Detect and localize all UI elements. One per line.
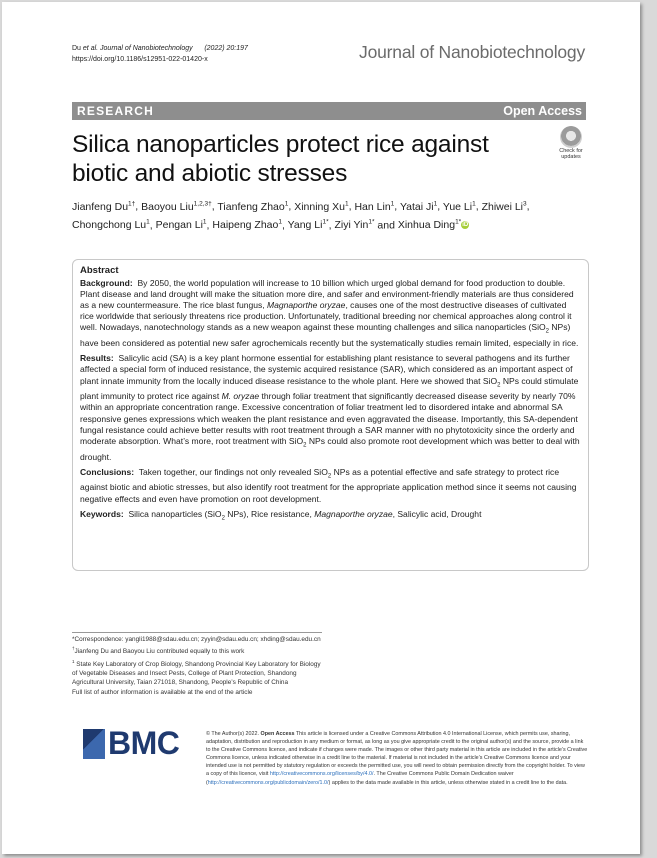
- article-type-label: RESEARCH: [77, 104, 154, 118]
- citation-journal: et al. Journal of Nanobiotechnology: [82, 45, 193, 52]
- footnote-divider: [72, 632, 322, 633]
- abstract-heading: Abstract: [80, 265, 119, 276]
- abstract-results: Results: Salicylic acid (SA) is a key plant hormone essential for establishing plant resistance to several pathogens and its further affected a special form of induced resistance, the systemic acquired resistance (SAR), which considered as an important aspect of plant innate immunity from the locally induced disease resistance to the whole plant. Here we showed that SiO$_2$ NPs could stimulate plant immunity to protect rice against M. oryzae through foliar treatment that significantly decreased disease severity by nearly 70% within an appropriate concentration range. Excessive concentration of foliar treatment led to disordered intake and abnormal SA responsive genes expressions which weaken the plant resistance and even aggravated the disease. Importantly, this SA-dependent fungal resistance could achieve better results with root treatment through a SAR manner with no phytotoxicity since the orderly and moderate absorption. What’s more, root treatment with SiO$_2$ NPs could also promote root development which was better to deal with drought.: [80, 353, 580, 462]
- author: Chongchong Lu$^1$: [72, 218, 150, 231]
- bmc-logo-text: BMC: [108, 725, 180, 761]
- author-info-note: Full list of author information is available at the end of the article: [72, 688, 253, 696]
- citation-line: [72, 43, 248, 54]
- doi-link[interactable]: https://doi.org/10.1186/s12951-022-01420-x: [72, 56, 208, 63]
- author: Xinhua Ding$^{1*}$: [397, 218, 462, 231]
- footnotes: [72, 635, 322, 697]
- equal-contribution-note: †Jianfeng Du and Baoyou Liu contributed equally to this work: [72, 646, 245, 656]
- author: Yue Li$^1$: [442, 200, 476, 213]
- citation-authors: Du: [72, 45, 83, 52]
- abstract-background: Background: By 2050, the world population will increase to 10 billion which urged global demand for food production to double. Plant disease and land drought will make the situation more dire, and safer and environment-friendly materials are thus considered as a new countermeasure. The rice blast fungus, Magnaporthe oryzae, causes one of the most destructive diseases of cultivated rice worldwide that seriously threatens rice production. Unfortunately, traditional breeding nor chemical approaches along control it well. Nowadays, nanotechnology stands as a new weapon against these mounting challenges and silica nanoparticles (SiO$_2$ NPs) have been considered as potential new safer agrochemicals recently but the systematically studies remain limited, especially in rice.: [80, 278, 579, 349]
- article-type-banner: [72, 102, 586, 120]
- check-updates-label: Check for updates: [559, 148, 583, 160]
- author: Yang $Li^{1*}$: [287, 218, 329, 231]
- abstract-keywords: Keywords: Silica nanoparticles (SiO$_2$ NPs), Rice resistance, Magnaporthe oryzae, Salicylic acid, Drought: [80, 508, 482, 522]
- author: Yatai Ji$^1$: [399, 200, 438, 213]
- public-domain-link[interactable]: http://creativecommons.org/publicdomain/zero/1.0/: [207, 779, 329, 786]
- affiliation-note: $^1$ State Key Laboratory of Crop Biology, Shandong Provincial Key Laboratory for Biology of Vegetable Diseases and Insect Pests, College of Plant Protection, Shandong Agricultural University, Taian 271018, Shandong, People’s Republic of China: [72, 658, 321, 687]
- orcid-icon[interactable]: iD: [462, 222, 469, 229]
- author: Ziyi Yin$^{1*}$: [334, 218, 375, 231]
- abstract-conclusions: Conclusions: Taken together, our findings not only revealed SiO$_2$ NPs as a potential effective and safe strategy to protect rice against biotic and abiotic stresses, but also identify root treatment for the appropriate application method since it seems not causing negative effects and even have promotion on root development.: [80, 466, 577, 504]
- open-access-label: Open Access: [503, 103, 582, 118]
- author: Pengan Li$^1$: [155, 218, 207, 231]
- author: Zhiwei Li$^3$: [481, 200, 527, 213]
- citation-year: (2022) 20:197: [204, 45, 248, 52]
- check-for-updates-button[interactable]: [556, 126, 586, 160]
- author: Haipeng Zhao$^1$: [212, 218, 282, 231]
- author: Han Lin$^1$: [354, 200, 395, 213]
- correspondence-note: *Correspondence: yangli1988@sdau.edu.cn; zyyin@sdau.edu.cn; xhding@sdau.edu.cn: [72, 636, 321, 643]
- license-text: © The Author(s) 2022. Open Access This article is licensed under a Creative Commons Attribution 4.0 International License, which permits use, sharing, adaptation, distribution and reproduction in any medium or format, as long as you give appropriate credit to the original author(s) and the source, provide a link to the Creative Commons licence, and indicate if changes were made. The images or other third party material in this article are included in the article’s Creative Commons licence, unless indicated otherwise in a credit line to the material. If material is not included in the article’s Creative Commons licence and your intended use is not permitted by statutory regulation or exceeds the permitted use, you will need to obtain permission directly from the copyright holder. To view a copy of this licence, visit http://creativecommons.org/licenses/by/4.0/. The Creative Commons Public Domain Dedication waiver (http://creativecommons.org/publicdomain/zero/1.0/) applies to the data made available in this article, unless otherwise stated in a credit line to the data.: [206, 731, 588, 786]
- bmc-logo-mark-icon: [83, 729, 105, 759]
- author: Baoyou Liu$^{1,2,3\dagger}$: [141, 200, 212, 213]
- license-link[interactable]: http://creativecommons.org/licenses/by/4.0/: [269, 771, 374, 778]
- article-title: Silica nanoparticles protect rice against biotic and abiotic stresses: [72, 131, 489, 187]
- author: Xinning Xu$^1$: [294, 200, 349, 213]
- author-list: Jianfeng $Du^{1\dagger}$, Baoyou Liu$^{1,2,3\dagger}$, Tianfeng Zhao$^1$, Xinning Xu$^1$, Han Lin$^1$, Yatai Ji$^1$, Yue Li$^1$, Zhiwei Li$^3$, Chongchong Lu$^1$, Pengan Li$^1$, Haipeng Zhao$^1$, Yang $Li^{1*}$, Ziyi Yin$^{1*}$ and Xinhua Ding$^{1*}$iD: [72, 200, 530, 231]
- author: Tianfeng Zhao$^1$: [217, 200, 289, 213]
- article-page: [2, 2, 640, 854]
- journal-name: Journal of Nanobiotechnology: [359, 42, 585, 62]
- check-updates-icon: [560, 126, 582, 148]
- author: Jianfeng $Du^{1\dagger}$: [72, 200, 136, 213]
- bmc-logo: [74, 725, 192, 761]
- abstract-box: [72, 259, 589, 571]
- citation-block: [72, 43, 248, 65]
